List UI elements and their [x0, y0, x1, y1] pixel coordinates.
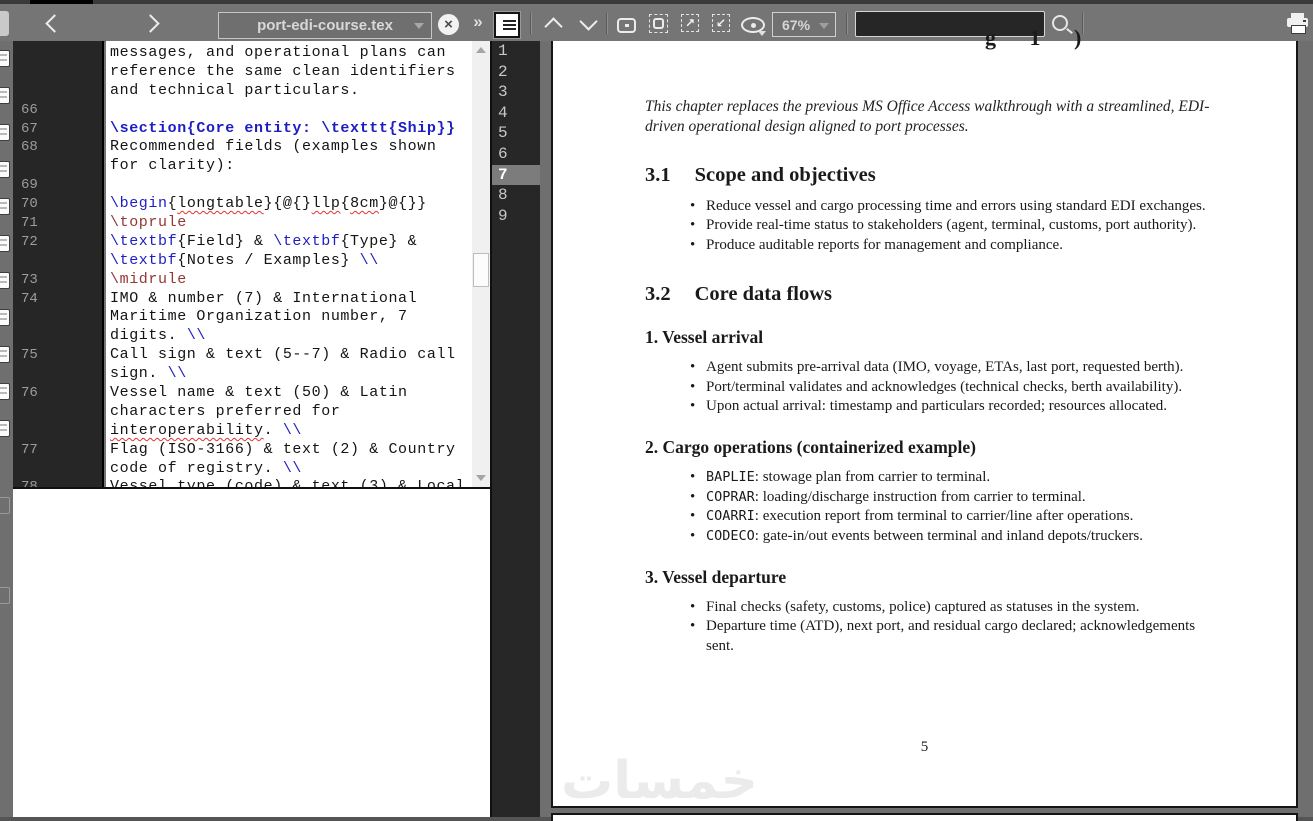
line-number: 69	[21, 177, 38, 194]
section-heading: 3.2 Core data flows	[645, 283, 833, 306]
file-name: port-edi-course.tex	[257, 17, 393, 34]
editor-line[interactable]: \section{Core entity: \texttt{Ship}}	[110, 119, 456, 137]
toc-line	[503, 28, 516, 30]
editor-line[interactable]: IMO & number (7) & International	[110, 289, 418, 307]
pdf-page-list-item[interactable]: 3	[498, 83, 508, 102]
pdf-page-list-item[interactable]: 1	[498, 42, 508, 60]
editor-line[interactable]: messages, and operational plans can	[110, 44, 447, 61]
pdf-page[interactable]	[551, 25, 1298, 811]
line-number	[13, 422, 102, 441]
bullet-item: • Port/terminal validates and acknowledges (technical checks, berth availability).	[645, 378, 1272, 397]
toolbar-overflow-icon[interactable]: »	[473, 12, 483, 31]
editor-line[interactable]: \midrule	[110, 270, 187, 288]
editor-line[interactable]: for clarity):	[110, 157, 235, 175]
bullet-item: • Produce auditable reports for management and compliance.	[645, 236, 1272, 255]
toolbar-separator	[846, 13, 848, 34]
line-number: 68	[21, 139, 38, 156]
line-number	[13, 365, 102, 384]
line-number: 76	[21, 385, 38, 402]
chevron-down-icon	[819, 23, 829, 29]
mini-document-icon[interactable]	[0, 50, 10, 67]
line-number	[13, 252, 102, 271]
editor-line[interactable]: code of registry. \\	[110, 459, 303, 477]
bullet-item: • COPRAR: loading/discharge instruction from carrier to terminal.	[645, 488, 1272, 507]
eye-menu-caret-icon[interactable]	[758, 31, 766, 36]
editor-line[interactable]: Recommended fields (examples shown	[110, 138, 437, 156]
section-heading: 3.1 Scope and objectives	[645, 164, 876, 186]
subsection-heading: 1. Vessel arrival	[645, 327, 764, 348]
pdf-page-list-item[interactable]: 2	[498, 62, 508, 81]
open-document-select[interactable]	[218, 12, 432, 39]
pdf-page-list	[492, 41, 540, 817]
previous-page-icon[interactable]	[544, 17, 562, 35]
bullet-item: • BAPLIE: stowage plan from carrier to terminal.	[645, 468, 1272, 487]
line-number	[13, 308, 102, 327]
print-icon[interactable]	[1286, 13, 1310, 35]
line-number: 71	[21, 215, 38, 232]
fit-width-icon[interactable]	[617, 18, 636, 33]
zoom-level-select[interactable]	[772, 12, 836, 37]
pdf-preview-area	[540, 25, 1313, 817]
back-icon[interactable]	[45, 14, 63, 32]
next-pdf-page-edge	[551, 813, 1298, 821]
structure-toc-icon[interactable]	[494, 12, 520, 38]
line-number	[13, 327, 102, 346]
editor-line[interactable]: characters preferred for	[110, 402, 341, 420]
latex-source-editor[interactable]	[106, 41, 472, 487]
scroll-down-icon[interactable]	[476, 475, 486, 481]
mini-document-icon[interactable]	[0, 124, 10, 141]
mini-document-icon[interactable]	[0, 87, 10, 104]
fit-page-icon[interactable]	[649, 14, 668, 33]
mini-document-icon[interactable]	[0, 383, 10, 400]
mini-document-icon[interactable]	[0, 309, 10, 326]
line-number: 73	[21, 271, 38, 288]
zoom-out-icon[interactable]: ↙	[712, 14, 730, 32]
toc-line	[503, 20, 516, 22]
bullet-list	[645, 468, 1272, 546]
line-number	[13, 157, 102, 176]
watermark-text: خمسات	[561, 751, 759, 811]
subsection-heading: 3. Vessel departure	[645, 567, 787, 588]
pdf-page-number: 5	[920, 739, 929, 755]
toolbar-separator	[606, 13, 608, 34]
line-number	[13, 403, 102, 422]
editor-line[interactable]: \begin{longtable}{@{}llp{8cm}@{}}	[110, 195, 427, 213]
mini-document-icon[interactable]	[0, 161, 10, 178]
line-number: 77	[21, 441, 38, 458]
editor-line[interactable]: sign. \\	[110, 365, 187, 383]
line-number	[13, 63, 102, 82]
scroll-up-icon[interactable]	[476, 47, 486, 53]
editor-line[interactable]	[110, 101, 472, 120]
line-number	[13, 44, 102, 63]
editor-line[interactable]: Flag (ISO-3166) & text (2) & Country	[110, 440, 456, 458]
chevron-down-icon	[414, 23, 424, 29]
mini-document-icon[interactable]	[0, 346, 10, 363]
mini-document-icon[interactable]	[0, 198, 10, 215]
zoom-in-icon[interactable]: ↗	[681, 14, 699, 32]
lower-empty-panel	[13, 489, 490, 817]
mini-document-icon[interactable]	[0, 272, 10, 289]
editor-line[interactable]: and technical particulars.	[110, 81, 360, 99]
pdf-page-list-item[interactable]: 7	[492, 165, 540, 186]
mini-document-icon[interactable]	[0, 587, 10, 604]
pdf-page-list-item[interactable]: 9	[498, 206, 508, 225]
line-number	[13, 82, 102, 101]
editor-line[interactable]: \textbf{Notes / Examples} \\	[110, 251, 379, 269]
pdf-page-list-item[interactable]: 4	[498, 103, 508, 122]
line-number	[13, 460, 102, 479]
mini-document-icon[interactable]	[0, 497, 10, 514]
toc-line	[503, 24, 516, 26]
pdf-page-list-item[interactable]: 8	[498, 186, 508, 205]
scrollbar-thumb[interactable]	[473, 253, 489, 287]
bullet-item: • Provide real-time status to stakeholders (agent, terminal, customs, port authority).	[645, 216, 1272, 235]
editor-line[interactable]: Maritime Organization number, 7	[110, 308, 408, 326]
bullet-list	[645, 197, 1272, 255]
bullet-item: • CODECO: gate-in/out events between terminal and inland depots/truckers.	[645, 527, 1272, 546]
bullet-list	[645, 358, 1272, 416]
editor-line-number-gutter	[13, 41, 104, 487]
bullet-item: • Reduce vessel and cargo processing time and errors using standard EDI exchanges.	[645, 197, 1272, 216]
bullet-item: • Agent submits pre-arrival data (IMO, voyage, ETAs, last port, requested berth).	[645, 358, 1272, 377]
pdf-page-list-item[interactable]: 6	[498, 144, 508, 163]
bullet-item: • Final checks (safety, customs, police) captured as statuses in the system.	[645, 598, 1272, 617]
next-page-icon[interactable]	[579, 12, 597, 30]
editor-line[interactable]	[110, 176, 472, 195]
editor-line[interactable]: interoperability. \\	[110, 421, 303, 439]
pdf-page-list-item[interactable]: 5	[498, 124, 508, 143]
editor-line[interactable]: Call sign & text (5--7) & Radio call	[110, 346, 456, 364]
bullet-item: • Departure time (ATD), next port, and residual cargo declared; acknowledgements sent.	[645, 617, 1272, 656]
editor-line[interactable]: Vessel name & text (50) & Latin	[110, 384, 408, 402]
editor-line[interactable]: reference the same clean identifiers	[110, 62, 456, 80]
forward-icon[interactable]	[141, 14, 159, 32]
subsection-heading: 2. Cargo operations (containerized example)	[645, 437, 976, 458]
chapter-note: This chapter replaces the previous MS Office Access walkthrough with a streamlined, EDI- driven operational design aligned to port processes.	[645, 98, 1210, 135]
zoom-level-value: 67%	[782, 16, 811, 33]
close-icon[interactable]: ×	[438, 14, 459, 35]
bullet-list	[645, 598, 1272, 656]
bullet-item: • Upon actual arrival: timestamp and particulars recorded; resources allocated.	[645, 397, 1272, 416]
line-number: 67	[21, 120, 38, 137]
editor-line[interactable]: \textbf{Field} & \textbf{Type} &	[110, 232, 418, 250]
line-number: 66	[21, 101, 38, 118]
editor-line[interactable]: digits. \\	[110, 327, 207, 345]
editor-line[interactable]: \toprule	[110, 214, 187, 232]
left-panel-edge	[0, 41, 13, 817]
mini-document-icon[interactable]	[0, 420, 10, 437]
line-number: 70	[21, 196, 38, 213]
line-number: 72	[21, 233, 38, 250]
editor-scrollbar[interactable]	[472, 41, 490, 487]
clipped-heading-fragment: g 1 )	[985, 25, 1096, 50]
toolbar-separator	[530, 13, 532, 34]
bullet-item: • COARRI: execution report from terminal to carrier/line after operations.	[645, 507, 1272, 526]
line-number: 74	[21, 290, 38, 307]
line-number: 75	[21, 347, 38, 364]
mini-document-icon[interactable]	[0, 235, 10, 252]
clipped-left-button[interactable]	[0, 11, 9, 36]
